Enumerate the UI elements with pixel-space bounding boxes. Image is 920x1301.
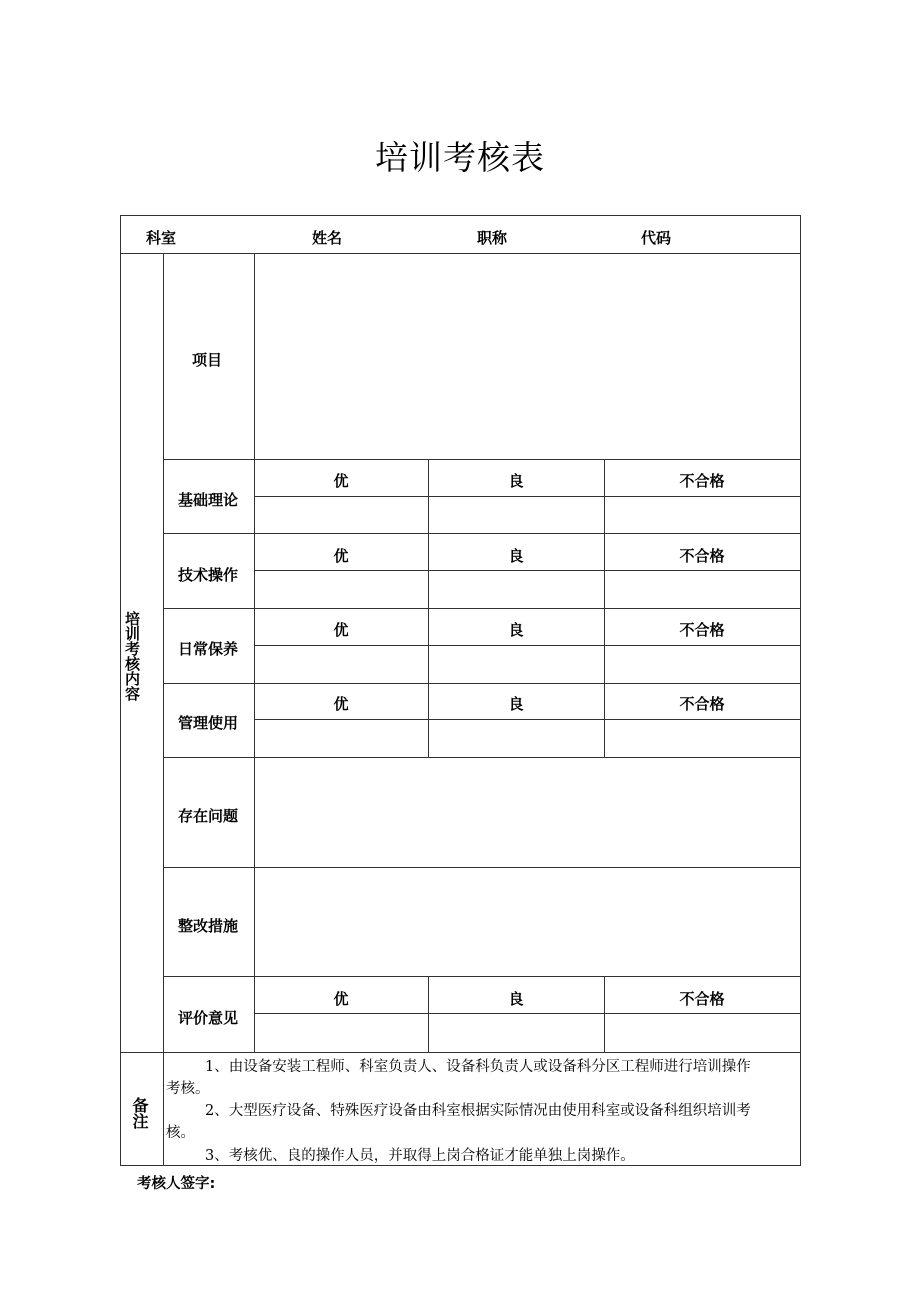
page-title: 培训考核表 [375, 138, 545, 177]
remark-line: 3、考核优、良的操作人员，并取得上岗合格证才能单独上岗操作。 [205, 1148, 635, 1164]
divider [120, 253, 801, 254]
grade-good-header: 良 [508, 547, 524, 565]
grade-good-header: 良 [508, 695, 524, 713]
divider [163, 1052, 164, 1165]
grade-good-header: 良 [508, 990, 524, 1008]
grade-excellent-header: 优 [333, 695, 349, 713]
assessment-label: 技术操作 [178, 566, 239, 584]
remark-line: 2、大型医疗设备、特殊医疗设备由科室根据实际情况由使用科室或设备科组织培训考 [205, 1103, 751, 1119]
divider [428, 976, 429, 1052]
divider [163, 253, 164, 1052]
remark-line: 1、由设备安装工程师、科室负责人、设备科负责人或设备科分区工程师进行培训操作 [205, 1059, 751, 1075]
header-code-label: 代码 [641, 229, 672, 247]
grade-fail-header: 不合格 [679, 990, 725, 1008]
grade-excellent-header: 优 [333, 990, 349, 1008]
divider [254, 570, 801, 571]
remark-line: 考核。 [166, 1081, 210, 1097]
divider [163, 976, 801, 977]
signature-label: 考核人签字: [137, 1176, 216, 1192]
divider [163, 867, 801, 868]
divider [428, 683, 429, 757]
divider [604, 459, 605, 533]
divider [120, 1052, 801, 1053]
divider [163, 533, 801, 534]
divider [604, 533, 605, 608]
problems-label: 存在问题 [178, 807, 239, 825]
header-department-label: 科室 [146, 229, 177, 247]
grade-fail-header: 不合格 [679, 547, 725, 565]
divider [163, 683, 801, 684]
grade-fail-header: 不合格 [679, 695, 725, 713]
divider [604, 608, 605, 683]
assessment-label: 管理使用 [178, 714, 239, 732]
grade-fail-header: 不合格 [679, 621, 725, 639]
grade-excellent-header: 优 [333, 547, 349, 565]
divider [604, 976, 605, 1052]
header-name-label: 姓名 [312, 229, 343, 247]
assessment-label: 日常保养 [178, 640, 239, 658]
divider [163, 757, 801, 758]
grade-excellent-header: 优 [333, 472, 349, 490]
divider [254, 1013, 801, 1014]
divider [254, 253, 255, 1052]
evaluation-label: 评价意见 [178, 1009, 239, 1027]
grade-excellent-header: 优 [333, 621, 349, 639]
project-label: 项目 [192, 351, 223, 369]
section-label: 培训考核内容 [123, 611, 141, 701]
divider [254, 645, 801, 646]
divider [428, 459, 429, 533]
header-position-label: 职称 [477, 229, 508, 247]
remarks-label: 备注 [130, 1097, 149, 1129]
measures-label: 整改措施 [178, 917, 239, 935]
grade-good-header: 良 [508, 621, 524, 639]
assessment-label: 基础理论 [178, 491, 239, 509]
divider [428, 533, 429, 608]
divider [604, 683, 605, 757]
divider [163, 608, 801, 609]
divider [254, 496, 801, 497]
divider [254, 719, 801, 720]
grade-good-header: 良 [508, 472, 524, 490]
divider [428, 608, 429, 683]
grade-fail-header: 不合格 [679, 472, 725, 490]
divider [163, 459, 801, 460]
remark-line: 核。 [166, 1125, 195, 1141]
